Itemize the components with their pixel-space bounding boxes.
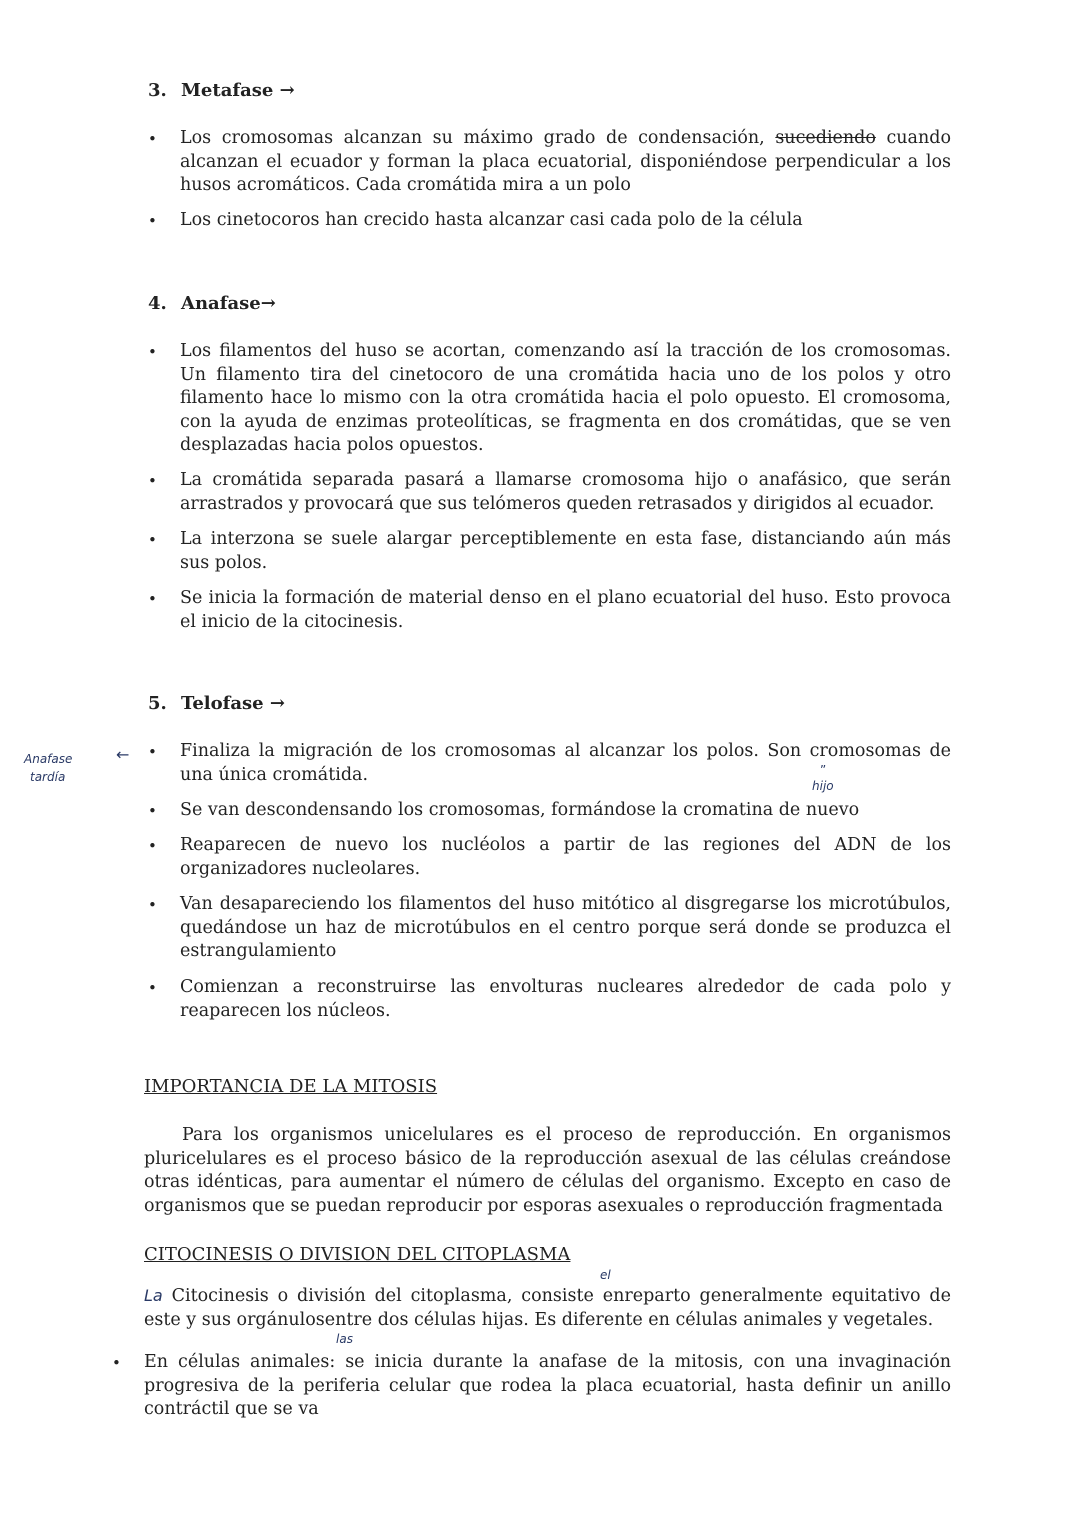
telofase-bullet-5: Comienzan a reconstruirse las envolturas nucleares alrededor de cada polo y reaparecen los núcleos. bbox=[180, 977, 951, 1021]
margin-note-line-2: tardía bbox=[30, 770, 66, 784]
bullet-dot: • bbox=[148, 531, 157, 549]
section-title-citocinesis: CITOCINESIS O DIVISION DEL CITOPLASMA bbox=[144, 1244, 571, 1265]
handwritten-ditto-mark: ” bbox=[820, 763, 827, 777]
anafase-bullet-3: La interzona se suele alargar perceptiblemente en esta fase, distanciando aún más sus polos. bbox=[180, 529, 951, 573]
bullet-dot: • bbox=[148, 837, 157, 855]
handwritten-note-hijo: hijo bbox=[812, 779, 834, 793]
heading-title: Metafase → bbox=[181, 80, 295, 101]
heading-number: 5. bbox=[148, 693, 167, 714]
anafase-bullet-4: Se inicia la formación de material denso en el plano ecuatorial del huso. Esto provoca el inicio de la citocinesis. bbox=[180, 588, 951, 632]
arrow-left-icon: ← bbox=[116, 745, 130, 764]
heading-title: Telofase → bbox=[181, 693, 285, 714]
handwritten-insert-las: las bbox=[336, 1332, 353, 1346]
citocinesis-bullet-animales: En células animales: se inicia durante la anafase de la mitosis, con una invaginación progresiva de la periferia celular que rodea la placa ecuatorial, hasta definir un anillo contráctil que se va bbox=[144, 1352, 951, 1420]
handwritten-insert-el: el bbox=[600, 1268, 611, 1282]
bullet-dot: • bbox=[112, 1354, 121, 1372]
bullet-dot: • bbox=[148, 743, 157, 761]
bullet-dot: • bbox=[148, 979, 157, 997]
heading-number: 4. bbox=[148, 293, 167, 314]
section-title-importancia: IMPORTANCIA DE LA MITOSIS bbox=[144, 1076, 438, 1097]
importancia-paragraph: Para los organismos unicelulares es el proceso de reproducción. En organismos pluricelulares es el proceso básico de la reproducción asexual de las células creándose otras idénticas, para aumentar el número de células del organismo. Excepto en caso de organismos que se puedan reproducir por esporas asexuales o reproducción fragmentada bbox=[144, 1125, 951, 1216]
bullet-dot: • bbox=[148, 343, 157, 361]
heading-metafase bbox=[148, 80, 295, 101]
telofase-bullet-4: Van desapareciendo los filamentos del huso mitótico al disgregarse los microtúbulos, quedándose un haz de microtúbulos en el centro porque será donde se produzca el estrangulamiento bbox=[180, 894, 951, 962]
telofase-bullet-2: Se van descondensando los cromosomas, formándose la cromatina de nuevo bbox=[180, 800, 860, 820]
margin-note-line-1: Anafase bbox=[24, 752, 73, 766]
bullet-dot: • bbox=[148, 896, 157, 914]
anafase-bullet-2: La cromátida separada pasará a llamarse cromosoma hijo o anafásico, que serán arrastrados y provocará que sus telómeros queden retrasados y dirigidos al ecuador. bbox=[180, 470, 951, 514]
metafase-bullet-2: Los cinetocoros han crecido hasta alcanzar casi cada polo de la célula bbox=[180, 210, 803, 230]
struck-word: sucediendo bbox=[775, 128, 876, 148]
heading-anafase bbox=[148, 293, 276, 314]
heading-telofase bbox=[148, 693, 285, 714]
bullet-dot: • bbox=[148, 212, 157, 230]
bullet-dot: • bbox=[148, 590, 157, 608]
metafase-bullet-1: Los cromosomas alcanzan su máximo grado de condensación, sucediendo cuando alcanzan el ecuador y forman la placa ecuatorial, disponiéndose perpendicular a los husos acromáticos. Cada cromátida mira a un polo bbox=[180, 128, 951, 196]
handwritten-article: La bbox=[144, 1286, 163, 1305]
heading-title: Anafase→ bbox=[181, 293, 276, 314]
telofase-bullet-3: Reaparecen de nuevo los nucléolos a partir de las regiones del ADN de los organizadores nucleolares. bbox=[180, 835, 951, 879]
bullet-dot: • bbox=[148, 130, 157, 148]
heading-number: 3. bbox=[148, 80, 167, 101]
anafase-bullet-1: Los filamentos del huso se acortan, comenzando así la tracción de los cromosomas. Un filamento tira del cinetocoro de una cromátida hacia uno de los polos y otro filamento hace lo mismo con la otra cromátida hacia el polo opuesto. El cromosoma, con la ayuda de enzimas proteolíticas, se fragmenta en dos cromátidas, que se ven desplazadas hacia polos opuestos. bbox=[180, 341, 951, 456]
bullet-dot: • bbox=[148, 472, 157, 490]
telofase-bullet-1: Finaliza la migración de los cromosomas al alcanzar los polos. Son cromosomas de una única cromátida. bbox=[180, 741, 951, 785]
bullet-dot: • bbox=[148, 802, 157, 820]
citocinesis-paragraph: La Citocinesis o división del citoplasma, consiste enreparto generalmente equitativo de este y sus orgánulosentre dos células hijas. Es diferente en células animales y vegetales. bbox=[144, 1286, 951, 1330]
